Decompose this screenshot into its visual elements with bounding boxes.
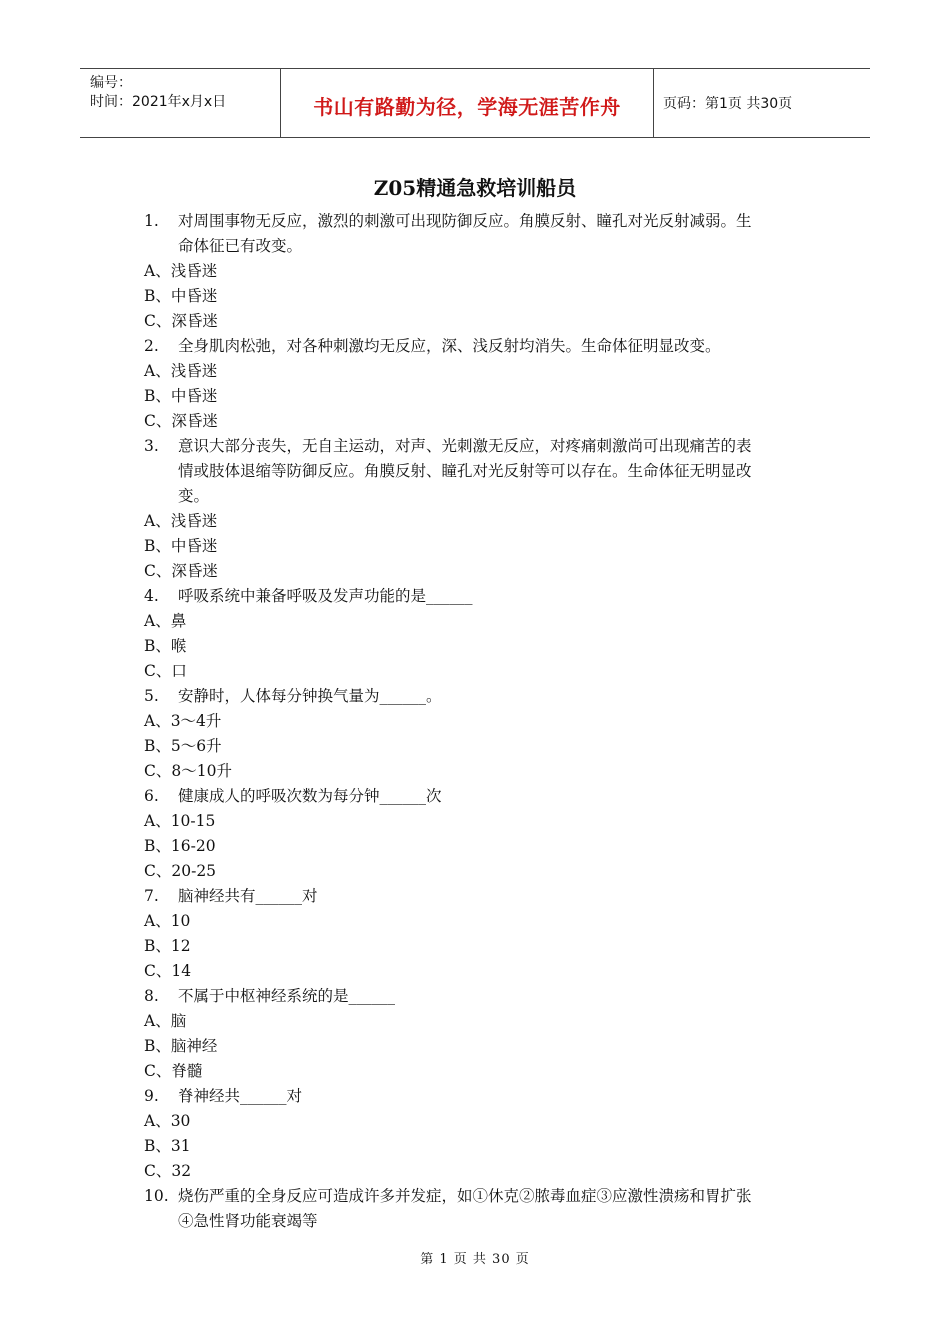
answer-option: B、31	[144, 1137, 191, 1155]
question-text-line: 变。	[178, 487, 210, 505]
question-text-line: 对周围事物无反应，激烈的刺激可出现防御反应。角膜反射、瞳孔对光反射减弱。生	[178, 212, 752, 230]
number-label: 编号：	[90, 75, 132, 91]
answer-option: A、3～4升	[144, 712, 222, 730]
question-number: 10.	[144, 1187, 169, 1205]
question-text	[178, 209, 812, 259]
answer-option: B、喉	[144, 637, 187, 655]
question-number: 9.	[144, 1087, 159, 1105]
page-header	[80, 68, 870, 138]
answer-option: A、浅昏迷	[144, 362, 218, 380]
answer-option: C、深昏迷	[144, 412, 218, 430]
answer-option: C、32	[144, 1162, 192, 1180]
question-text	[178, 684, 812, 709]
motto: 书山有路勤为径，学海无涯苦作舟	[313, 94, 621, 119]
answer-option: A、30	[144, 1112, 191, 1130]
header-motto-cell	[281, 69, 654, 137]
question-text	[178, 584, 812, 609]
question-text	[178, 1184, 812, 1234]
date-label: 时间：2021年x月x日	[90, 94, 227, 110]
answer-option: C、20-25	[144, 862, 217, 880]
question-text-line: 命体征已有改变。	[178, 237, 303, 255]
question-text	[178, 984, 812, 1009]
question-number: 7.	[144, 887, 159, 905]
question-text-line: 全身肌肉松弛，对各种刺激均无反应，深、浅反射均消失。生命体征明显改变。	[178, 337, 721, 355]
question-number: 6.	[144, 787, 159, 805]
answer-option: A、鼻	[144, 612, 187, 630]
question-10	[144, 1184, 812, 1234]
question-5	[144, 684, 812, 709]
question-9	[144, 1084, 812, 1109]
question-text	[178, 334, 812, 359]
question-number: 8.	[144, 987, 159, 1005]
question-3	[144, 434, 812, 509]
question-8	[144, 984, 812, 1009]
answer-option: B、脑神经	[144, 1037, 218, 1055]
question-number: 3.	[144, 437, 159, 455]
question-number: 1.	[144, 212, 159, 230]
answer-option: A、浅昏迷	[144, 512, 218, 530]
question-text-line: 意识大部分丧失，无自主运动，对声、光刺激无反应，对疼痛刺激尚可出现痛苦的表	[178, 437, 752, 455]
question-text-line: 脊神经共______对	[178, 1087, 303, 1105]
question-number: 2.	[144, 337, 159, 355]
question-text-line: 健康成人的呼吸次数为每分钟______次	[178, 787, 442, 805]
answer-option: A、10	[144, 912, 191, 930]
question-text	[178, 884, 812, 909]
question-number: 4.	[144, 587, 159, 605]
question-4	[144, 584, 812, 609]
question-text-line: 安静时，人体每分钟换气量为______。	[178, 687, 442, 705]
question-text-line: 烧伤严重的全身反应可造成许多并发症，如①休克②脓毒血症③应激性溃疡和胃扩张	[178, 1187, 752, 1205]
question-text-line: 情或肢体退缩等防御反应。角膜反射、瞳孔对光反射等可以存在。生命体征无明显改	[178, 462, 752, 480]
answer-option: A、脑	[144, 1012, 187, 1030]
question-6	[144, 784, 812, 809]
answer-option: C、8～10升	[144, 762, 232, 780]
question-number: 5.	[144, 687, 159, 705]
answer-option: C、口	[144, 662, 187, 680]
header-page-code	[654, 69, 870, 137]
answer-option: B、5～6升	[144, 737, 222, 755]
answer-option: A、10-15	[144, 812, 216, 830]
answer-option: B、12	[144, 937, 191, 955]
answer-option: B、16-20	[144, 837, 216, 855]
answer-option: C、14	[144, 962, 192, 980]
question-text-line: ④急性肾功能衰竭等	[178, 1212, 318, 1230]
answer-option: C、脊髓	[144, 1062, 203, 1080]
question-text-line: 脑神经共有______对	[178, 887, 318, 905]
header-meta	[80, 69, 281, 137]
question-2	[144, 334, 812, 359]
question-7	[144, 884, 812, 909]
question-text	[178, 434, 812, 509]
question-text-line: 呼吸系统中兼备呼吸及发声功能的是______	[178, 587, 473, 605]
question-list	[144, 209, 812, 1234]
answer-option: A、浅昏迷	[144, 262, 218, 280]
question-text	[178, 784, 812, 809]
document-title: Z05精通急救培训船员	[373, 176, 577, 200]
question-text-line: 不属于中枢神经系统的是______	[178, 987, 396, 1005]
answer-option: C、深昏迷	[144, 312, 218, 330]
answer-option: B、中昏迷	[144, 287, 218, 305]
question-text	[178, 1084, 812, 1109]
answer-option: B、中昏迷	[144, 537, 218, 555]
answer-option: C、深昏迷	[144, 562, 218, 580]
page-code: 页码：第1页 共30页	[663, 96, 793, 112]
question-1	[144, 209, 812, 259]
answer-option: B、中昏迷	[144, 387, 218, 405]
page-footer: 第 1 页 共 30 页	[420, 1252, 530, 1267]
